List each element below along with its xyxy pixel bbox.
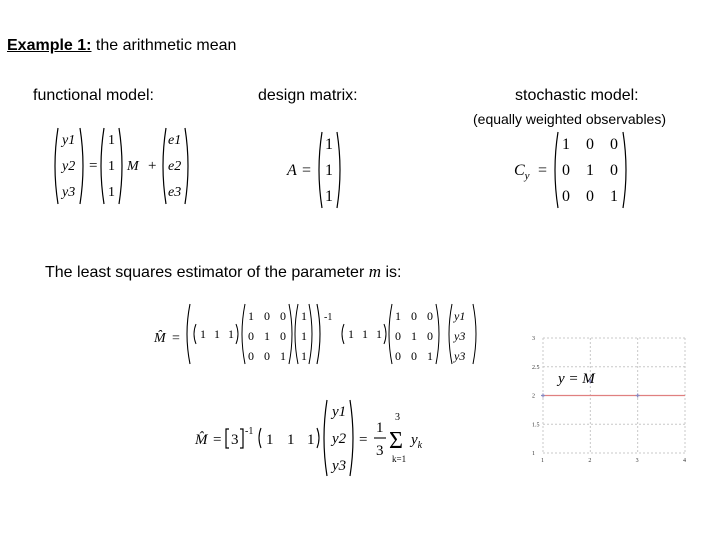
est-obs-2: y3 <box>454 329 466 343</box>
id1-13: 0 <box>280 309 286 323</box>
est-obs-1: y1 <box>454 309 466 323</box>
chart-x-ticks <box>541 458 686 464</box>
design-cell-1: 1 <box>325 136 333 153</box>
simple-fraction-num: 1 <box>376 420 384 436</box>
ones-b: 1 <box>301 329 307 343</box>
slide-title <box>7 37 236 55</box>
plus-sign: + <box>148 158 157 174</box>
cov-symbol: $C_y$ <box>514 162 530 182</box>
ones-a: 1 <box>301 309 307 323</box>
ones-c: 1 <box>301 349 307 363</box>
design-1c: 1 <box>108 185 115 200</box>
x-tick-label: 3 <box>635 458 639 464</box>
y-tick-label: 1 <box>532 451 535 457</box>
simple-obs-1: y1 <box>332 404 347 420</box>
y-tick-label: 3 <box>532 336 535 342</box>
param-M: M <box>127 159 139 174</box>
design-cell-2: 1 <box>325 162 333 179</box>
estimator-full-equation <box>152 298 482 370</box>
simple-fraction-den: 3 <box>376 443 384 459</box>
rv2-a: 1 <box>348 327 354 341</box>
id2-32: 0 <box>411 349 417 363</box>
id1-21: 0 <box>248 329 254 343</box>
id1-31: 0 <box>248 349 254 363</box>
err-e3: e3 <box>168 185 182 200</box>
simple-equals-2: = <box>359 432 368 448</box>
id2-22: 1 <box>411 329 417 343</box>
cov-23: 0 <box>610 162 618 179</box>
functional-model-equation <box>50 124 200 208</box>
obs-y2: y2 <box>62 159 76 174</box>
estimator-text-after: is: <box>381 264 402 281</box>
id2-31: 0 <box>395 349 401 363</box>
obs-y3: y3 <box>62 185 76 200</box>
y-tick-label: 2 <box>532 393 535 400</box>
id1-23: 0 <box>280 329 286 343</box>
cov-11: 1 <box>562 136 570 153</box>
simple-obs-2: y2 <box>332 431 347 447</box>
title-lead: Example 1: <box>7 37 92 54</box>
functional-model-heading: functional model: <box>33 87 154 104</box>
id2-11: 1 <box>395 309 401 323</box>
simple-rv-c: 1 <box>307 432 315 448</box>
cov-equals: = <box>538 162 548 179</box>
id2-23: 0 <box>427 329 433 343</box>
id2-13: 0 <box>427 309 433 323</box>
cov-13: 0 <box>610 136 618 153</box>
cov-21: 0 <box>562 162 570 179</box>
simple-fraction <box>374 420 386 459</box>
chart-annotation: y = M <box>558 371 595 387</box>
y-tick-label: 1.5 <box>532 422 540 429</box>
cov-33: 1 <box>610 188 618 205</box>
simple-equals: = <box>213 432 222 448</box>
title-rest: the arithmetic mean <box>91 37 237 54</box>
chart-y-ticks <box>532 336 540 457</box>
mean-scatter-chart <box>530 330 695 465</box>
design-matrix-heading: design matrix: <box>258 87 358 104</box>
cov-31: 0 <box>562 188 570 205</box>
estimator-param: m <box>368 262 381 281</box>
cov-12: 0 <box>586 136 594 153</box>
estimator-lhs: M̂ <box>154 331 166 346</box>
simple-obs-3: y3 <box>332 458 347 474</box>
stochastic-note: (equally weighted observables) <box>473 111 666 127</box>
sum-upper: 3 <box>395 412 400 423</box>
est-obs-3: y3 <box>454 349 466 363</box>
obs-y1: y1 <box>62 133 76 148</box>
y-tick-label: 2.5 <box>532 364 540 371</box>
design-cell-3: 1 <box>325 188 333 205</box>
data-point <box>541 394 545 398</box>
err-e1: e1 <box>168 133 182 148</box>
id1-32: 0 <box>264 349 270 363</box>
simple-rv-a: 1 <box>266 432 274 448</box>
design-1b: 1 <box>108 159 115 174</box>
sum-symbol: Σ <box>389 428 403 454</box>
id1-12: 0 <box>264 309 270 323</box>
sum-lower: k=1 <box>392 454 407 464</box>
err-e2: e2 <box>168 159 182 174</box>
estimator-equals: = <box>172 331 180 346</box>
stochastic-model-heading: stochastic model: <box>515 87 639 104</box>
estimator-sentence <box>45 262 401 282</box>
cov-22: 1 <box>586 162 594 179</box>
simple-lhs: M̂ <box>195 432 208 448</box>
rv2-b: 1 <box>362 327 368 341</box>
id1-33: 1 <box>280 349 286 363</box>
data-point <box>636 394 640 398</box>
x-tick-label: 1 <box>541 458 544 464</box>
id1-22: 1 <box>264 329 270 343</box>
stochastic-model-equation <box>512 128 632 212</box>
estimator-text-before: The least squares estimator of the parameter <box>45 264 369 281</box>
design-equals: = <box>302 162 312 179</box>
simple-inverse: -1 <box>245 426 254 437</box>
rv1-b: 1 <box>214 327 220 341</box>
summand: $y_k$ <box>411 432 423 451</box>
id2-12: 0 <box>411 309 417 323</box>
simple-bracket-value: 3 <box>231 432 239 448</box>
x-tick-label: 2 <box>588 458 592 464</box>
inverse-exponent: -1 <box>324 312 333 323</box>
design-matrix-equation <box>285 128 345 212</box>
x-tick-label: 4 <box>683 458 686 464</box>
design-1a: 1 <box>108 133 115 148</box>
design-symbol-A: A <box>287 162 297 179</box>
estimator-simple-equation <box>193 396 438 480</box>
simple-rv-b: 1 <box>287 432 295 448</box>
cov-32: 0 <box>586 188 594 205</box>
rv1-c: 1 <box>228 327 234 341</box>
id2-21: 0 <box>395 329 401 343</box>
id1-11: 1 <box>248 309 254 323</box>
id2-33: 1 <box>427 349 433 363</box>
rv2-c: 1 <box>376 327 382 341</box>
rv1-a: 1 <box>200 327 206 341</box>
equals-sign: = <box>89 158 98 174</box>
